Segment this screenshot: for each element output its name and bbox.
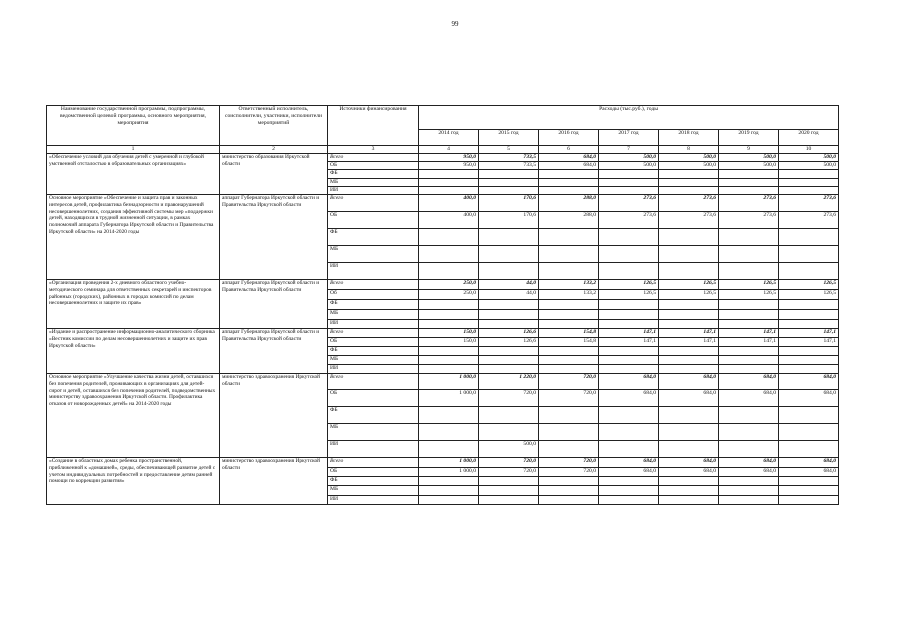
expense-value: [539, 347, 599, 356]
funding-source: ОБ: [328, 338, 419, 347]
expense-value: 684,0: [599, 468, 659, 477]
funding-source: ОБ: [328, 390, 419, 407]
measure-executor: аппарат Губернатора Иркутской области и Правительства Иркутской области: [220, 280, 328, 329]
expense-value: [719, 187, 779, 195]
expense-value: [779, 179, 839, 187]
expense-value: [539, 477, 599, 486]
expense-value: [419, 477, 479, 486]
expense-value: [419, 407, 479, 424]
header-year: 2019 год: [719, 130, 779, 146]
funding-source: Об: [328, 290, 419, 300]
expense-value: [719, 300, 779, 310]
expense-value: 720,0: [479, 458, 539, 468]
expense-value: 400,0: [419, 195, 479, 212]
expense-value: [419, 246, 479, 263]
header-year: 2015 год: [479, 130, 539, 146]
expense-value: 147,1: [719, 329, 779, 338]
expense-value: [539, 496, 599, 505]
expense-value: [599, 300, 659, 310]
expense-value: 147,1: [719, 338, 779, 347]
expense-value: [599, 170, 659, 179]
header-name: Наименование государственной программы, подпрограммы, ведомственной целевой программы, основного мероприятия, мероприятия: [47, 106, 220, 146]
expense-value: [659, 320, 719, 329]
expense-value: 147,1: [659, 329, 719, 338]
funding-source: ИИ: [328, 187, 419, 195]
expense-value: [779, 356, 839, 365]
expense-value: [599, 407, 659, 424]
expense-value: 147,1: [599, 338, 659, 347]
page-number: 99: [451, 20, 459, 28]
expense-value: [779, 365, 839, 374]
expense-value: [779, 246, 839, 263]
expense-value: 288,0: [539, 212, 599, 229]
expense-value: 147,1: [599, 329, 659, 338]
measure-name: Основное мероприятие «Обеспечение и защита прав и законных интересов детей, профилактика безнадзорности и правонарушений несовершеннолетних, создания эффективной системы мер «поддержки детей, находящихся в трудной жизненной ситуации, в рамках полномочий аппарата Губернатора Иркутской области и Правительства Иркутской области» на 2014-2020 годы: [47, 195, 220, 280]
expense-value: 500,0: [599, 162, 659, 170]
expense-value: 126,5: [779, 280, 839, 290]
expense-value: [479, 356, 539, 365]
expense-value: 684,0: [779, 390, 839, 407]
column-index: 1: [47, 146, 220, 154]
expense-value: 684,0: [539, 162, 599, 170]
expense-value: [779, 496, 839, 505]
expense-value: 126,5: [659, 290, 719, 300]
funding-source: ФБ: [328, 347, 419, 356]
expense-value: [599, 246, 659, 263]
header-year: 2017 год: [599, 130, 659, 146]
expense-value: [539, 229, 599, 246]
expense-value: [479, 407, 539, 424]
expense-value: 684,0: [539, 154, 599, 162]
funding-source: Всего: [328, 329, 419, 338]
expense-value: [419, 187, 479, 195]
expense-value: 273,6: [719, 195, 779, 212]
expense-value: [599, 496, 659, 505]
funding-source: МБ: [328, 486, 419, 496]
expense-value: [539, 300, 599, 310]
expense-value: [539, 170, 599, 179]
expense-value: [539, 320, 599, 329]
expense-value: [539, 424, 599, 441]
expense-value: [419, 365, 479, 374]
expense-value: [419, 441, 479, 458]
funding-source: ИИ: [328, 496, 419, 505]
expense-value: [719, 170, 779, 179]
expense-value: [659, 356, 719, 365]
expense-value: 1 000,0: [419, 374, 479, 390]
expense-value: [599, 477, 659, 486]
column-index: 4: [419, 146, 479, 154]
column-index: 2: [220, 146, 328, 154]
expense-value: [539, 310, 599, 320]
funding-source: МБ: [328, 179, 419, 187]
measure-name: «Организация проведения 2-х дневного областного учебно-методического семинара для ответственных секретарей и инспекторов районных (городских), районных в городах комиссий по делам несовершеннолетних и защите их прав»: [47, 280, 220, 329]
expense-value: [599, 365, 659, 374]
funding-source: ОБ: [328, 468, 419, 477]
expense-value: 684,0: [779, 468, 839, 477]
expense-value: [599, 263, 659, 280]
expense-value: 733,5: [479, 154, 539, 162]
expense-value: [599, 187, 659, 195]
expense-value: [779, 310, 839, 320]
expense-value: 720,0: [539, 458, 599, 468]
funding-source: ФБ: [328, 477, 419, 486]
column-index: 5: [479, 146, 539, 154]
expense-value: [659, 486, 719, 496]
expense-value: [719, 424, 779, 441]
header-year: 2018 год: [659, 130, 719, 146]
expense-value: 684,0: [599, 374, 659, 390]
expense-value: [779, 300, 839, 310]
measure-name: Основное мероприятие «Улучшение качества жизни детей, оставшихся без попечения родителей, проживающих в организациях для детей-сирот и детей, оставшихся без попечения родителей, подведомственных министерству здравоохранения Иркутской области. Профилактика отказов от новорожденных детей» на 2014-2020 годы: [47, 374, 220, 458]
expense-value: [539, 441, 599, 458]
expense-value: [779, 441, 839, 458]
expense-value: 720,0: [479, 468, 539, 477]
funding-source: Всего: [328, 195, 419, 212]
expense-value: 126,6: [479, 329, 539, 338]
expense-value: [479, 365, 539, 374]
expense-value: [599, 179, 659, 187]
table-body: [47, 154, 839, 505]
expense-value: 684,0: [719, 458, 779, 468]
expense-value: [539, 263, 599, 280]
expense-value: 720,0: [479, 390, 539, 407]
expense-value: [659, 179, 719, 187]
expense-value: [779, 229, 839, 246]
measure-name: «Обеспечение условий для обучения детей с умеренной и глубокой умственной отсталостью в образовательных организациях»: [47, 154, 220, 195]
measure-executor: министерство здравоохранения Иркутской области: [220, 374, 328, 458]
expense-value: [659, 347, 719, 356]
expense-value: [539, 365, 599, 374]
column-index: 9: [719, 146, 779, 154]
expense-value: [719, 320, 779, 329]
expense-value: [599, 310, 659, 320]
funding-source: ИИ: [328, 320, 419, 329]
expense-value: 126,5: [659, 280, 719, 290]
expense-value: [599, 441, 659, 458]
expense-value: [719, 229, 779, 246]
expense-value: 500,0: [659, 162, 719, 170]
expense-value: [479, 486, 539, 496]
funding-source: МБ: [328, 246, 419, 263]
header-source: Источники финансирования: [328, 106, 419, 146]
expense-value: [599, 320, 659, 329]
header-expenses: Расходы (тыс.руб.), годы: [419, 106, 839, 130]
expense-value: 250,0: [419, 290, 479, 300]
expense-value: 44,0: [479, 290, 539, 300]
expense-value: [599, 356, 659, 365]
expense-value: [419, 310, 479, 320]
header-year: 2016 год: [539, 130, 599, 146]
expense-value: 500,0: [719, 162, 779, 170]
expense-value: [479, 477, 539, 486]
expense-value: 500,0: [779, 162, 839, 170]
measure-name: «Издание и распространение информационно-аналитического сборника «Вестник комиссии по делам несовершеннолетних и защите их прав Иркутской области»: [47, 329, 220, 374]
expense-value: [599, 229, 659, 246]
expense-value: 684,0: [599, 458, 659, 468]
expense-value: [719, 407, 779, 424]
expense-value: [419, 320, 479, 329]
header-year: 2020 год: [779, 130, 839, 146]
expense-value: 126,5: [599, 280, 659, 290]
expense-value: [479, 347, 539, 356]
expense-value: [599, 424, 659, 441]
funding-source: ИИ: [328, 365, 419, 374]
expense-value: [419, 496, 479, 505]
expense-value: 44,0: [479, 280, 539, 290]
expense-value: 720,0: [539, 374, 599, 390]
measure-executor: министерство здравоохранения Иркутской области: [220, 458, 328, 505]
expense-value: [779, 347, 839, 356]
expense-value: 684,0: [719, 468, 779, 477]
funding-source: ОБ: [328, 212, 419, 229]
expense-value: 147,1: [779, 329, 839, 338]
expense-value: [659, 424, 719, 441]
expense-value: [719, 486, 779, 496]
expense-value: [779, 477, 839, 486]
expense-value: [479, 310, 539, 320]
expense-value: [539, 356, 599, 365]
table-row: [47, 374, 839, 390]
funding-source: ФБ: [328, 229, 419, 246]
expense-value: 147,1: [659, 338, 719, 347]
expense-value: [659, 310, 719, 320]
expense-value: [479, 496, 539, 505]
expense-value: [419, 300, 479, 310]
expense-value: 170,6: [479, 212, 539, 229]
expense-value: 133,2: [539, 290, 599, 300]
expense-value: 684,0: [779, 374, 839, 390]
expense-value: 150,0: [419, 338, 479, 347]
expense-value: [479, 179, 539, 187]
expense-value: 400,0: [419, 212, 479, 229]
expense-value: 500,0: [479, 441, 539, 458]
expense-value: [479, 320, 539, 329]
funding-source: ФБ: [328, 407, 419, 424]
expense-value: [719, 179, 779, 187]
column-index: 3: [328, 146, 419, 154]
table-row: [47, 154, 839, 162]
funding-source: ИИ: [328, 441, 419, 458]
column-index: 8: [659, 146, 719, 154]
expense-value: 126,5: [719, 290, 779, 300]
expense-value: [539, 407, 599, 424]
funding-source: Всего: [328, 280, 419, 290]
expense-value: 154,8: [539, 338, 599, 347]
expense-value: [719, 365, 779, 374]
expense-value: [779, 320, 839, 329]
expense-value: 170,6: [479, 195, 539, 212]
header-year: 2014 год: [419, 130, 479, 146]
expense-value: 133,2: [539, 280, 599, 290]
expense-value: [779, 424, 839, 441]
expense-value: [479, 300, 539, 310]
expense-value: 273,6: [599, 195, 659, 212]
expense-value: 720,0: [539, 390, 599, 407]
expense-value: 273,6: [659, 212, 719, 229]
expense-value: 950,0: [419, 162, 479, 170]
expense-value: [719, 263, 779, 280]
expense-value: [659, 477, 719, 486]
expense-value: 147,1: [779, 338, 839, 347]
expense-value: [479, 229, 539, 246]
expense-value: 1 000,0: [419, 458, 479, 468]
expense-value: 500,0: [719, 154, 779, 162]
expense-value: [659, 246, 719, 263]
measure-name: «Создание в областных домах ребенка пространственной, приближенной к «домашней», среды, обеспечивающей развитие детей с учетом индивидуальных потребностей и предоставление детям ранней помощи по коррекции развития»: [47, 458, 220, 505]
funding-source: Всего: [328, 154, 419, 162]
expense-value: [419, 424, 479, 441]
expense-value: [539, 246, 599, 263]
expense-value: 126,6: [479, 338, 539, 347]
expense-value: 273,6: [659, 195, 719, 212]
expense-value: [659, 263, 719, 280]
expense-value: [419, 486, 479, 496]
expense-value: 684,0: [659, 458, 719, 468]
expense-value: [539, 187, 599, 195]
expense-value: 684,0: [719, 374, 779, 390]
expense-value: [659, 187, 719, 195]
expense-value: 684,0: [659, 374, 719, 390]
expense-value: [599, 486, 659, 496]
expense-value: [479, 170, 539, 179]
measure-executor: аппарат Губернатора Иркутской области и Правительства Иркутской области: [220, 329, 328, 374]
expense-value: [539, 179, 599, 187]
expense-value: [419, 263, 479, 280]
expense-value: [719, 347, 779, 356]
expense-value: [779, 407, 839, 424]
expense-value: 1 000,0: [419, 468, 479, 477]
expense-value: [479, 263, 539, 280]
funding-source: ФБ: [328, 300, 419, 310]
expense-value: 500,0: [599, 154, 659, 162]
expense-value: [779, 170, 839, 179]
column-index: 7: [599, 146, 659, 154]
measure-executor: министерство образования Иркутской области: [220, 154, 328, 195]
column-index: 6: [539, 146, 599, 154]
expense-value: [599, 347, 659, 356]
expense-value: [659, 496, 719, 505]
funding-source: МБ: [328, 310, 419, 320]
column-index: 10: [779, 146, 839, 154]
expense-value: 273,6: [599, 212, 659, 229]
expense-value: 684,0: [719, 390, 779, 407]
expense-value: [779, 486, 839, 496]
funding-source: МБ: [328, 424, 419, 441]
expense-value: 1 000,0: [419, 390, 479, 407]
expense-value: [419, 356, 479, 365]
expense-value: 684,0: [659, 390, 719, 407]
expense-value: 288,0: [539, 195, 599, 212]
measure-executor: аппарат Губернатора Иркутской области и Правительства Иркутской области: [220, 195, 328, 280]
expense-value: [419, 229, 479, 246]
header-executor: Ответственный исполнитель, соисполнители, участники, исполнители мероприятий: [220, 106, 328, 146]
expense-value: 273,6: [779, 212, 839, 229]
expense-value: [719, 477, 779, 486]
table-row: [47, 458, 839, 468]
table-row: [47, 280, 839, 290]
expense-value: [719, 310, 779, 320]
expense-value: 250,0: [419, 280, 479, 290]
expense-value: [479, 424, 539, 441]
expense-value: [479, 246, 539, 263]
funding-source: Всего: [328, 374, 419, 390]
expense-value: 1 220,0: [479, 374, 539, 390]
expense-value: 273,6: [719, 212, 779, 229]
funding-source: Всего: [328, 458, 419, 468]
expense-value: [719, 496, 779, 505]
budget-table: [46, 105, 839, 505]
expense-value: [479, 187, 539, 195]
column-index-row: [47, 146, 839, 154]
expense-value: 126,5: [719, 280, 779, 290]
expense-value: 684,0: [659, 468, 719, 477]
expense-value: [539, 486, 599, 496]
expense-value: 720,0: [539, 468, 599, 477]
table-row: [47, 195, 839, 212]
expense-value: 126,5: [779, 290, 839, 300]
table-row: [47, 329, 839, 338]
expense-value: 154,8: [539, 329, 599, 338]
expense-value: [659, 300, 719, 310]
expense-value: [659, 229, 719, 246]
expense-value: [659, 170, 719, 179]
expense-value: [719, 246, 779, 263]
expense-value: 684,0: [599, 390, 659, 407]
expense-value: [719, 441, 779, 458]
expense-value: 126,5: [599, 290, 659, 300]
expense-value: [779, 187, 839, 195]
expense-value: [419, 347, 479, 356]
expense-value: 273,6: [779, 195, 839, 212]
expense-value: [419, 170, 479, 179]
funding-source: ОБ: [328, 162, 419, 170]
expense-value: 150,0: [419, 329, 479, 338]
expense-value: [419, 179, 479, 187]
expense-value: [659, 441, 719, 458]
funding-source: МБ: [328, 356, 419, 365]
funding-source: ФБ: [328, 170, 419, 179]
expense-value: 950,0: [419, 154, 479, 162]
expense-value: [659, 365, 719, 374]
funding-source: ИИ: [328, 263, 419, 280]
expense-value: [659, 407, 719, 424]
expense-value: 733,5: [479, 162, 539, 170]
expense-value: [719, 356, 779, 365]
expense-value: [779, 263, 839, 280]
expense-value: 684,0: [779, 458, 839, 468]
expense-value: 500,0: [659, 154, 719, 162]
expense-value: 500,0: [779, 154, 839, 162]
